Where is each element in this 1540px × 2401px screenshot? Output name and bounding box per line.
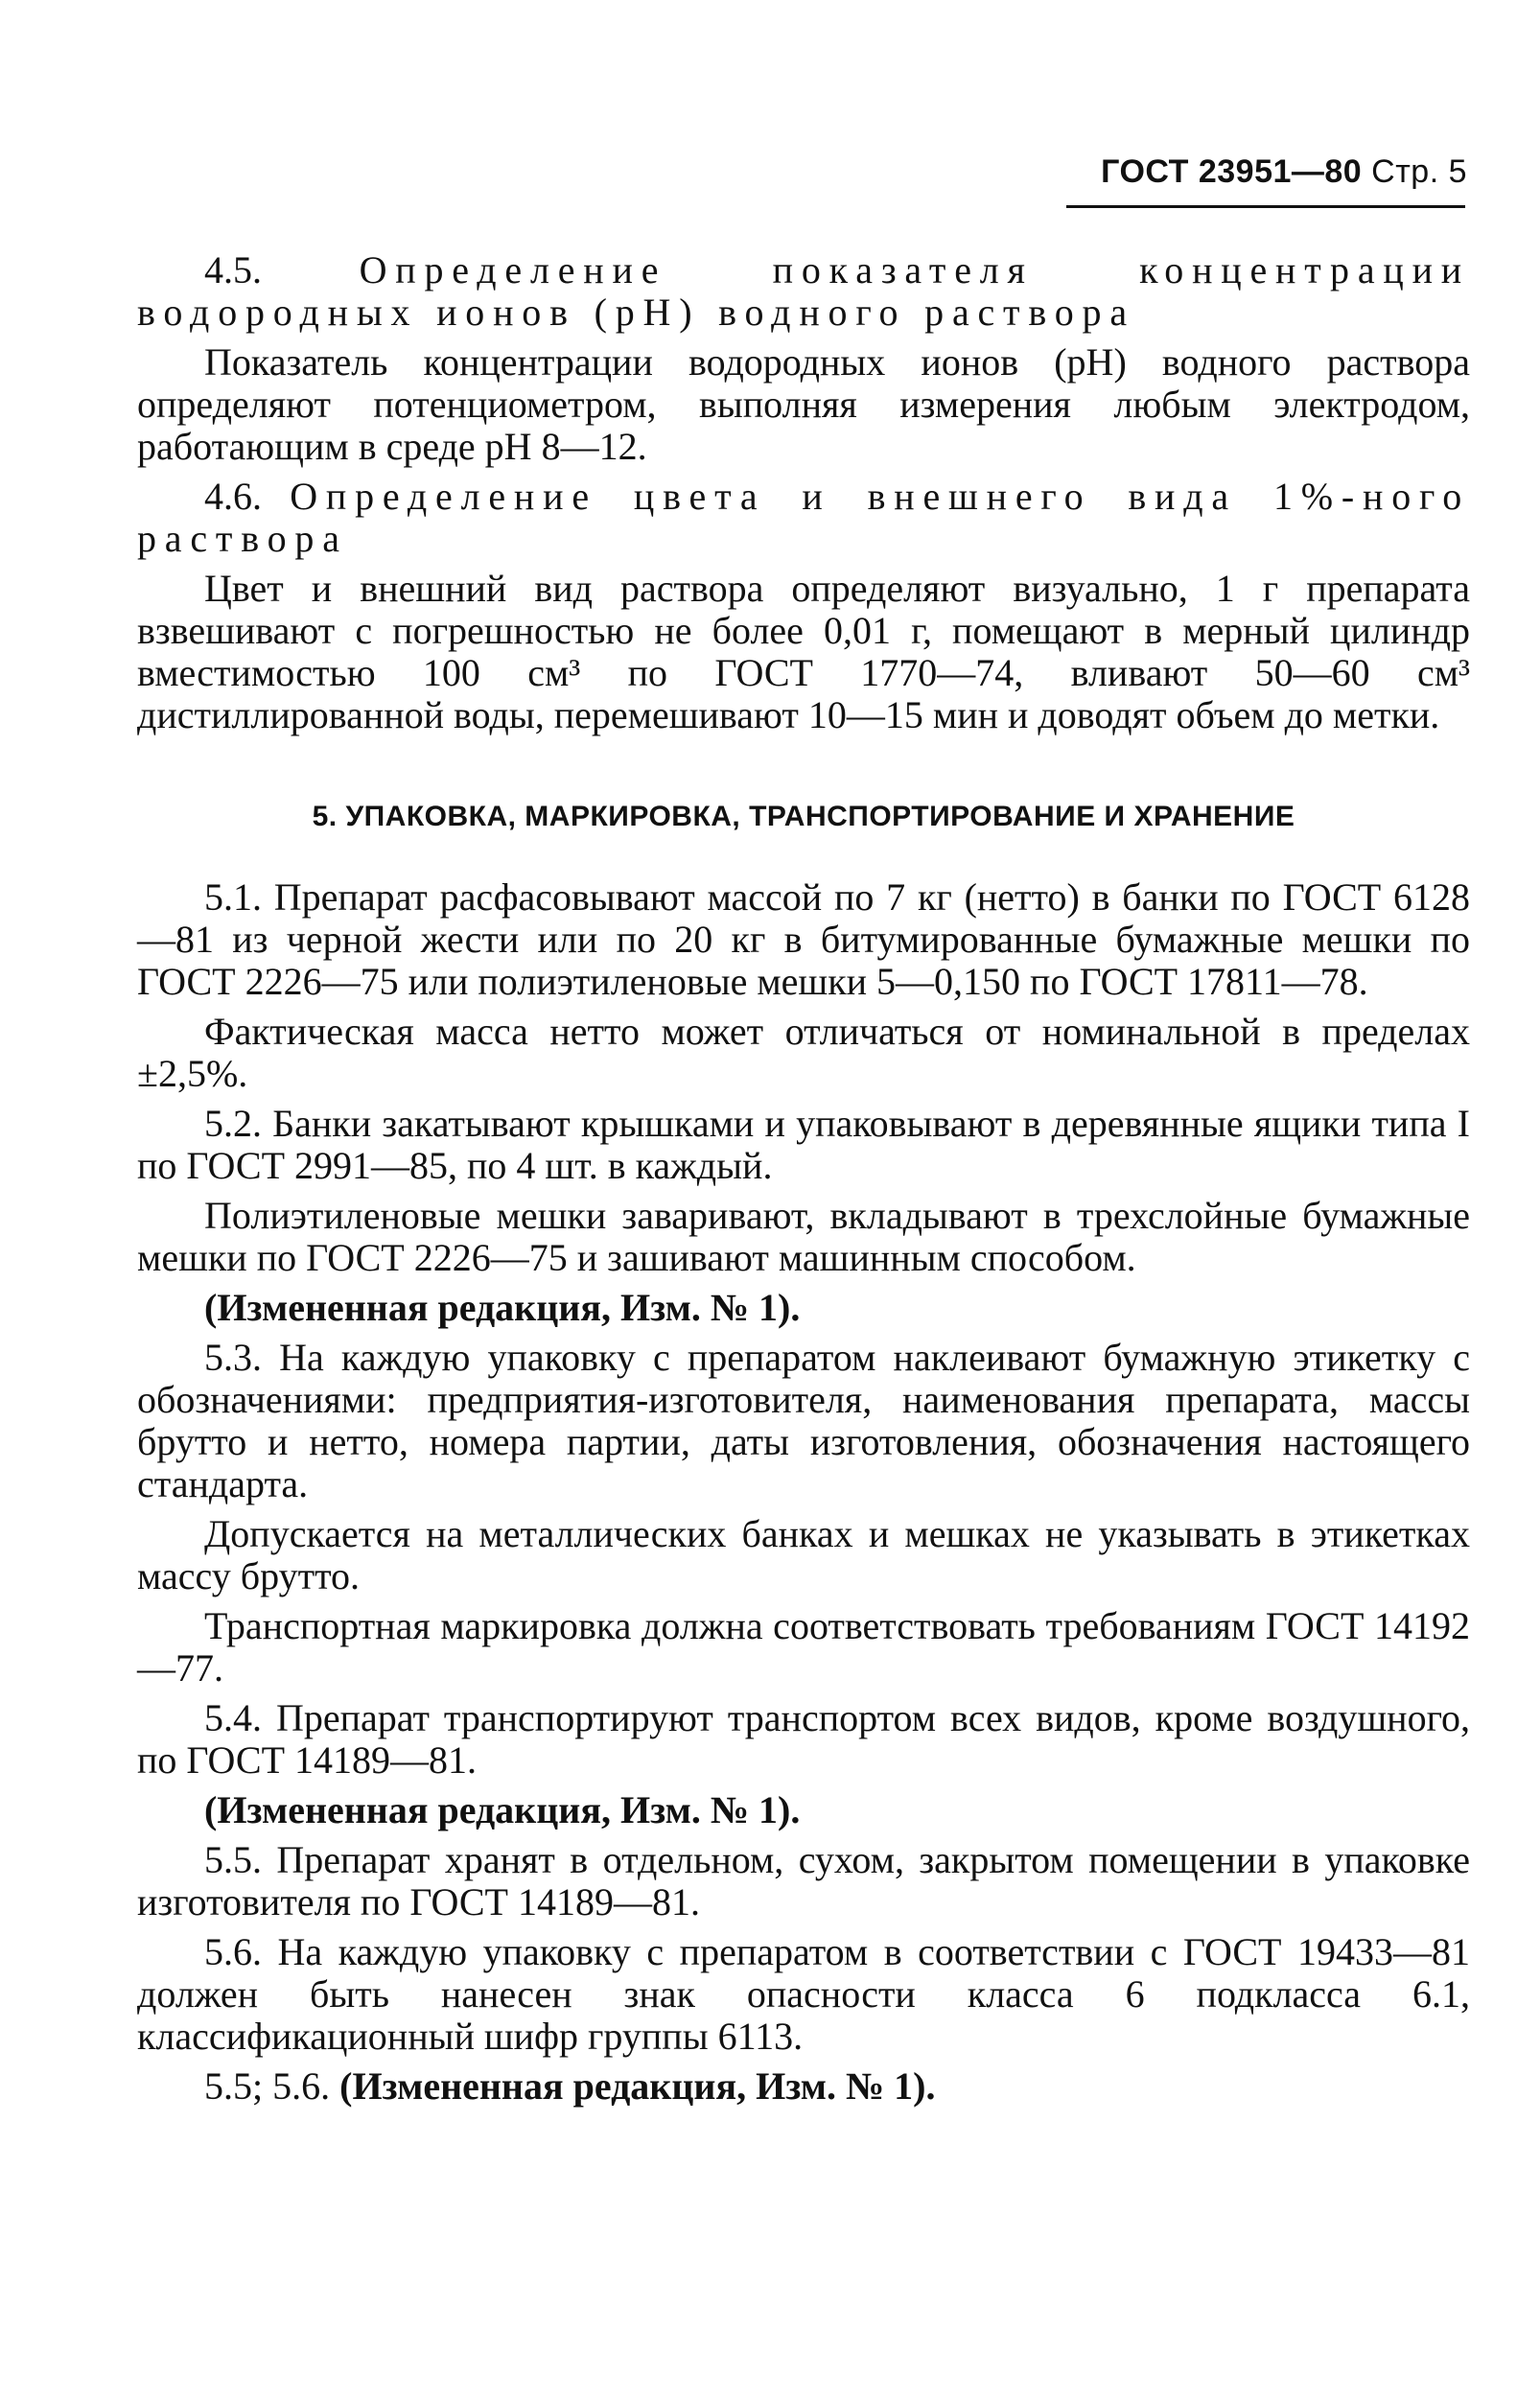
section-5-title: 5. УПАКОВКА, МАРКИРОВКА, ТРАНСПОРТИРОВАНИЕ И ХРАНЕНИЕ bbox=[312, 801, 1295, 832]
clause-number: 4.5. bbox=[204, 248, 262, 291]
clause-4-6-heading bbox=[137, 476, 1470, 560]
amendment-note: (Измененная редакция, Изм. № 1). bbox=[339, 2064, 936, 2108]
amendment-note: (Измененная редакция, Изм. № 1). bbox=[204, 1286, 801, 1329]
clause-title: Определение показателя концентрации водородных ионов (рН) водного раствора bbox=[137, 248, 1471, 334]
clause-5-1-tolerance: Фактическая масса нетто может отличаться от номинальной в пределах ±2,5%. bbox=[137, 1010, 1470, 1095]
clause-title: Определение цвета и внешнего вида 1%-ного раствора bbox=[137, 475, 1471, 560]
clause-5-2: 5.2. Банки закатывают крышками и упаковывают в деревянные ящики типа I по ГОСТ 2991—85, по 4 шт. в каждый. bbox=[137, 1102, 1470, 1187]
clause-5-4: 5.4. Препарат транспортируют транспортом всех видов, кроме воздушного, по ГОСТ 14189—81. bbox=[137, 1696, 1470, 1782]
amendment-note: (Измененная редакция, Изм. № 1). bbox=[204, 1788, 801, 1831]
clause-number: 4.6. bbox=[204, 475, 262, 518]
document-body bbox=[137, 249, 1470, 2115]
clause-4-6-body: Цвет и внешний вид раствора определяют визуально, 1 г препарата взвешивают с погрешностью не более 0,01 г, помещают в мерный цилиндр вместимостью 100 см³ по ГОСТ 1770—74, вливают 50—60 см³ дистиллированной воды, перемешивают 10—15 мин и доводят объем до метки. bbox=[137, 567, 1470, 736]
clause-numbers: 5.5; 5.6. bbox=[204, 2064, 331, 2108]
standard-code: ГОСТ 23951—80 bbox=[1101, 153, 1363, 190]
header-rule bbox=[1066, 205, 1465, 208]
clause-4-5-body: Показатель концентрации водородных ионов (рН) водного раствора определяют потенциометром, выполняя измерения любым электродом, работающим в среде рН 8—12. bbox=[137, 340, 1470, 468]
clause-5-5: 5.5. Препарат хранят в отдельном, сухом, закрытом помещении в упаковке изготовителя по ГОСТ 14189—81. bbox=[137, 1838, 1470, 1923]
clause-5-3: 5.3. На каждую упаковку с препаратом наклеивают бумажную этикетку с обозначениями: предприятия-изготовителя, наименования препарата, массы брутто и нетто, номера партии, даты изготовления, обозначения настоящего стандарта. bbox=[137, 1336, 1470, 1505]
clause-5-3-transport-marking: Транспортная маркировка должна соответствовать требованиям ГОСТ 14192—77. bbox=[137, 1604, 1470, 1690]
clause-5-3-allowance: Допускается на металлических банках и мешках не указывать в этикетках массу брутто. bbox=[137, 1512, 1470, 1597]
clause-4-5-heading bbox=[137, 249, 1470, 334]
page-number: Стр. 5 bbox=[1371, 153, 1467, 190]
clause-5-1: 5.1. Препарат расфасовывают массой по 7 кг (нетто) в банки по ГОСТ 6128—81 из черной жести или по 20 кг в битумированные бумажные мешки по ГОСТ 2226—75 или полиэтиленовые мешки 5—0,150 по ГОСТ 17811—78. bbox=[137, 875, 1470, 1003]
page-header bbox=[1016, 153, 1467, 191]
clause-5-2-bags: Полиэтиленовые мешки заваривают, вкладывают в трехслойные бумажные мешки по ГОСТ 2226—75 и зашивают машинным способом. bbox=[137, 1194, 1470, 1279]
clause-5-5-5-6-amendment bbox=[137, 2065, 1470, 2108]
clause-5-6: 5.6. На каждую упаковку с препаратом в соответствии с ГОСТ 19433—81 должен быть нанесен знак опасности класса 6 подкласса 6.1, классификационный шифр группы 6113. bbox=[137, 1930, 1470, 2058]
